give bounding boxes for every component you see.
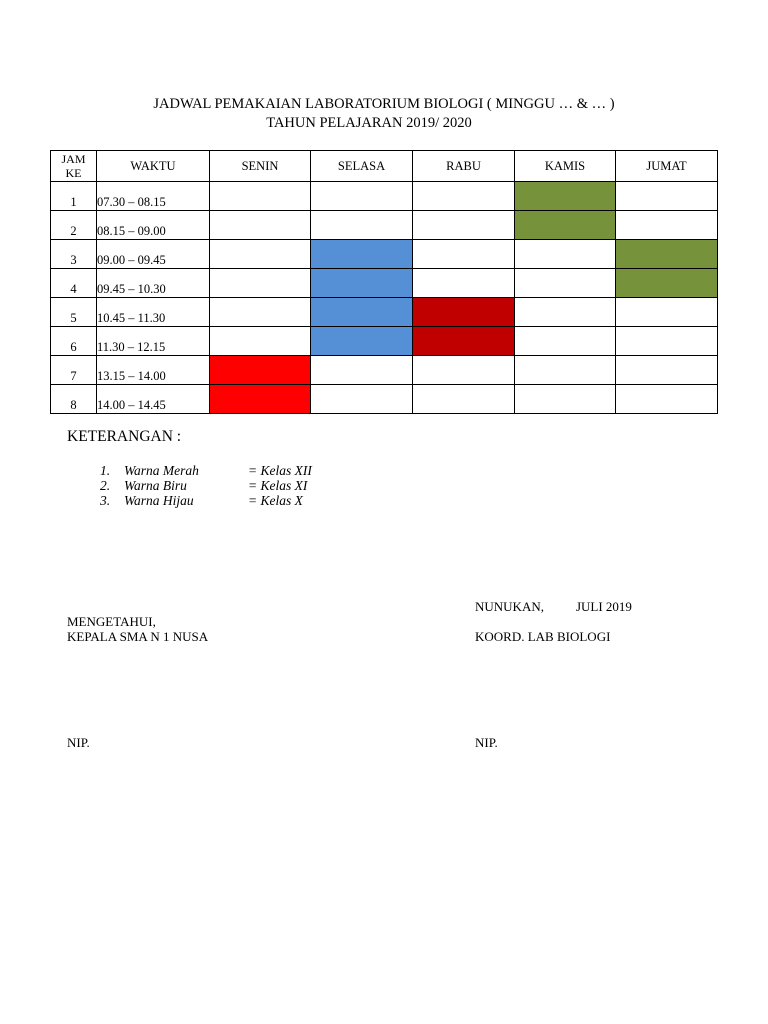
senin-cell <box>210 327 311 356</box>
selasa-cell <box>311 269 413 298</box>
table-row <box>51 211 718 240</box>
jam-ke-cell: 8 <box>51 385 97 414</box>
kamis-cell <box>515 327 616 356</box>
legend-color-label: Warna Biru <box>124 478 187 493</box>
waktu-cell: 08.15 – 09.00 <box>97 211 210 240</box>
header-rabu: RABU <box>413 151 515 182</box>
table-row <box>51 356 718 385</box>
jam-ke-cell: 7 <box>51 356 97 385</box>
left-signature-line2: KEPALA SMA N 1 NUSA <box>67 629 209 644</box>
selasa-cell <box>311 385 413 414</box>
table-header-row <box>51 151 718 182</box>
waktu-cell: 13.15 – 14.00 <box>97 356 210 385</box>
jumat-cell <box>616 356 718 385</box>
kamis-cell <box>515 356 616 385</box>
rabu-cell <box>413 327 515 356</box>
rabu-cell <box>413 269 515 298</box>
legend-color-label: Warna Merah <box>124 463 199 478</box>
keterangan-heading: KETERANGAN : <box>67 428 182 445</box>
senin-cell <box>210 298 311 327</box>
kamis-cell <box>515 240 616 269</box>
rabu-cell <box>413 211 515 240</box>
table-row <box>51 182 718 211</box>
waktu-cell: 09.00 – 09.45 <box>97 240 210 269</box>
rabu-cell <box>413 356 515 385</box>
document-title: JADWAL PEMAKAIAN LABORATORIUM BIOLOGI ( MINGGU … & … ) <box>153 96 615 112</box>
legend-item <box>100 478 312 493</box>
selasa-cell <box>311 240 413 269</box>
jumat-cell <box>616 269 718 298</box>
waktu-cell: 10.45 – 11.30 <box>97 298 210 327</box>
selasa-cell <box>311 182 413 211</box>
legend-number: 1. <box>100 463 111 478</box>
header-kamis: KAMIS <box>515 151 616 182</box>
kamis-cell <box>515 269 616 298</box>
jam-ke-cell: 5 <box>51 298 97 327</box>
jumat-cell <box>616 327 718 356</box>
waktu-cell: 11.30 – 12.15 <box>97 327 210 356</box>
selasa-cell <box>311 356 413 385</box>
header-selasa: SELASA <box>311 151 413 182</box>
right-nip: NIP. <box>475 735 498 750</box>
left-signature-line1: MENGETAHUI, <box>67 614 156 629</box>
signature-place-date <box>475 599 632 614</box>
legend-class-value: = Kelas X <box>248 493 303 508</box>
legend-item <box>100 463 312 478</box>
jumat-cell <box>616 211 718 240</box>
table-row <box>51 240 718 269</box>
selasa-cell <box>311 327 413 356</box>
header-ke-label: KE <box>65 166 82 180</box>
schedule-table <box>50 150 718 414</box>
rabu-cell <box>413 182 515 211</box>
header-jumat: JUMAT <box>616 151 718 182</box>
kamis-cell <box>515 182 616 211</box>
right-signature-line1: KOORD. LAB BIOLOGI <box>475 629 611 644</box>
header-waktu: WAKTU <box>97 151 210 182</box>
rabu-cell <box>413 298 515 327</box>
header-senin: SENIN <box>210 151 311 182</box>
legend-number: 3. <box>100 493 111 508</box>
jam-ke-cell: 3 <box>51 240 97 269</box>
senin-cell <box>210 240 311 269</box>
color-legend <box>100 463 312 508</box>
jam-ke-cell: 1 <box>51 182 97 211</box>
document-subtitle: TAHUN PELAJARAN 2019/ 2020 <box>266 115 472 131</box>
jam-ke-cell: 2 <box>51 211 97 240</box>
waktu-cell: 09.45 – 10.30 <box>97 269 210 298</box>
kamis-cell <box>515 298 616 327</box>
selasa-cell <box>311 298 413 327</box>
jumat-cell <box>616 298 718 327</box>
legend-class-value: = Kelas XII <box>248 463 312 478</box>
senin-cell <box>210 182 311 211</box>
table-row <box>51 298 718 327</box>
table-row <box>51 269 718 298</box>
header-jam-label: JAM <box>61 152 86 166</box>
rabu-cell <box>413 385 515 414</box>
kamis-cell <box>515 211 616 240</box>
senin-cell <box>210 385 311 414</box>
legend-item <box>100 493 312 508</box>
header-jam-ke <box>51 151 97 182</box>
table-row <box>51 327 718 356</box>
senin-cell <box>210 211 311 240</box>
legend-color-label: Warna Hijau <box>124 493 194 508</box>
signature-date: JULI 2019 <box>575 599 632 614</box>
jam-ke-cell: 6 <box>51 327 97 356</box>
selasa-cell <box>311 211 413 240</box>
jam-ke-cell: 4 <box>51 269 97 298</box>
senin-cell <box>210 356 311 385</box>
jumat-cell <box>616 385 718 414</box>
waktu-cell: 07.30 – 08.15 <box>97 182 210 211</box>
legend-number: 2. <box>100 478 111 493</box>
rabu-cell <box>413 240 515 269</box>
senin-cell <box>210 269 311 298</box>
table-row <box>51 385 718 414</box>
kamis-cell <box>515 385 616 414</box>
jumat-cell <box>616 182 718 211</box>
waktu-cell: 14.00 – 14.45 <box>97 385 210 414</box>
left-nip: NIP. <box>67 735 90 750</box>
jumat-cell <box>616 240 718 269</box>
signature-place: NUNUKAN, <box>475 599 544 614</box>
legend-class-value: = Kelas XI <box>248 478 308 493</box>
